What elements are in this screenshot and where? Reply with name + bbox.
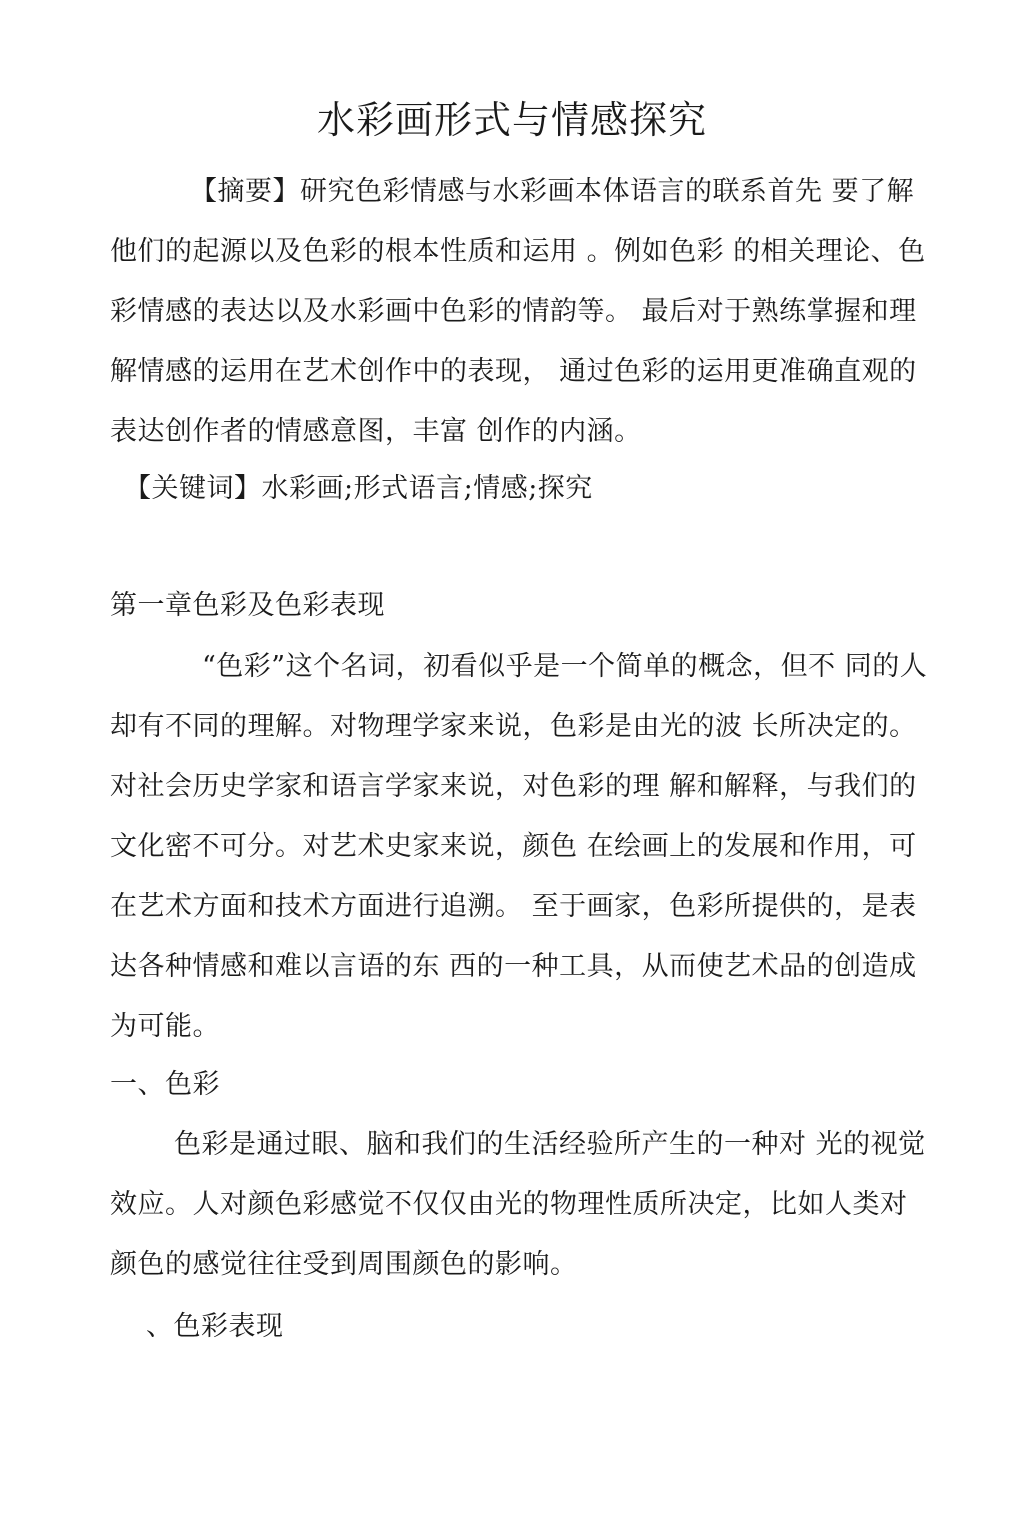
chapter-heading: 第一章色彩及色彩表现 [110,590,385,621]
section-paragraph-color: 色彩是通过眼、脑和我们的生活经验所产生的一种对 光的视觉效应。人对颜色彩感觉不仅仅由光的物理性质所决定，比如人类对颜色的感觉往往受到周围颜色的影响。 [110,1129,926,1280]
document-title: 水彩画形式与情感探究 [316,98,707,142]
keywords-line: 【关键词】水彩画;形式语言;情感;探究 [124,473,593,504]
section-heading-color: 一、色彩 [110,1069,220,1100]
section-heading-color-expression: 、色彩表现 [146,1311,284,1342]
chapter-paragraph: “色彩”这个名词，初看似乎是一个简单的概念，但不 同的人却有不同的理解。对物理学家来说，色彩是由光的波 长所决定的。对社会历史学家和语言学家来说，对色彩的理 解和解释，与我们的文化密不可分。对艺术史家来说，颜色 在绘画上的发展和作用，可在艺术方面和技术方面进行追溯。 至于画家，色彩所提供的，是表达各种情感和难以言语的东 西的一种工具，从而使艺术品的创造成为可能。 [110,651,928,1042]
abstract-paragraph: 【摘要】研究色彩情感与水彩画本体语言的联系首先 要了解他们的起源以及色彩的根本性质和运用 。例如色彩 的相关理论、色彩情感的表达以及水彩画中色彩的情韵等。 最后对于熟练掌握和理解情感的运用在艺术创作中的表现， 通过色彩的运用更准确直观的表达创作者的情感意图，丰富 创作的内涵。 [110,176,926,447]
